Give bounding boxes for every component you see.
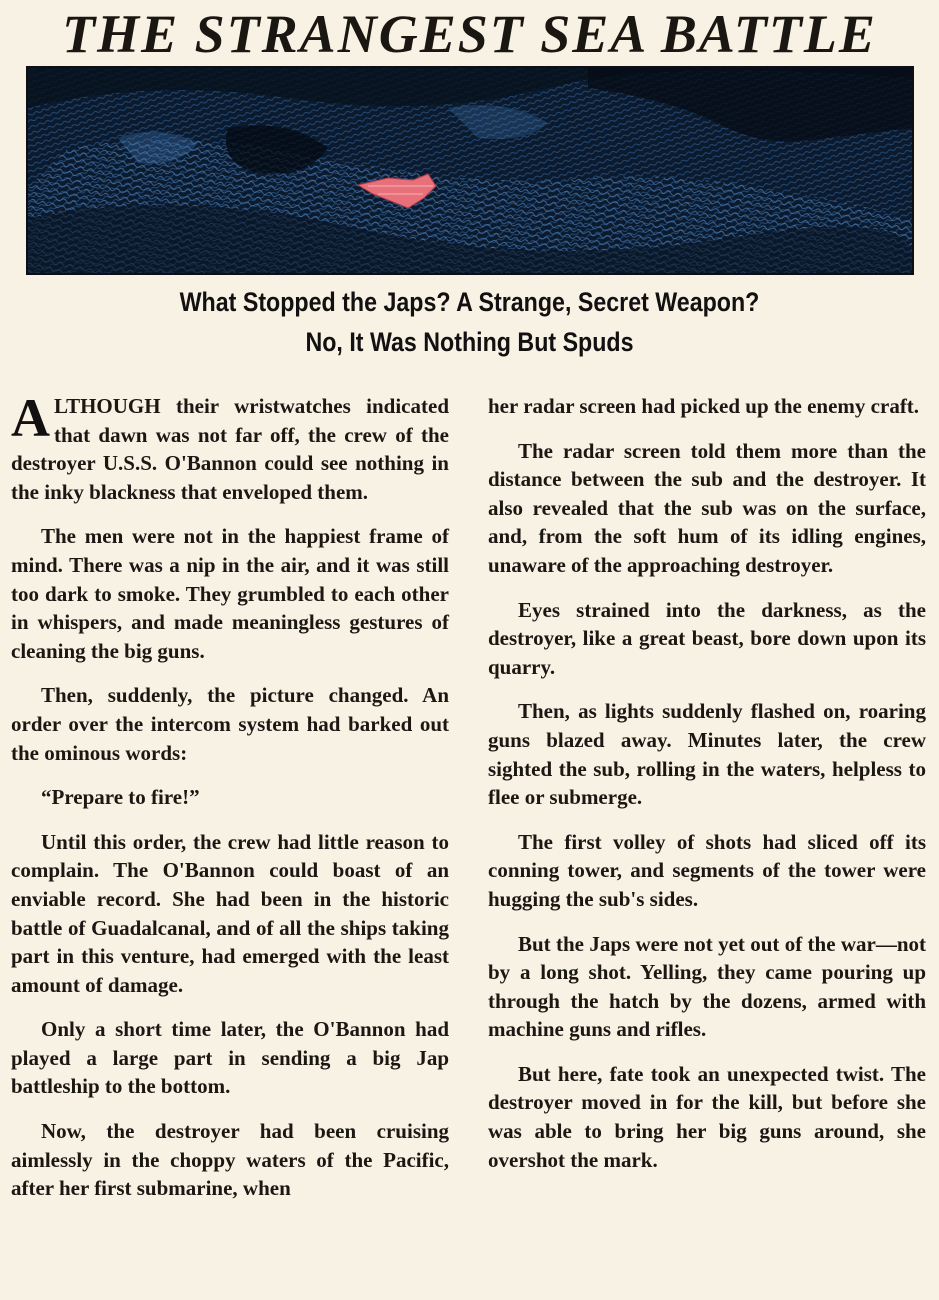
paragraph: Eyes strained into the darkness, as the destroyer, like a great beast, bore down upon its quarry. bbox=[488, 597, 926, 679]
paragraph: Then, as lights suddenly flashed on, roaring guns blazed away. Minutes later, the crew sighted the sub, rolling in the waters, helpless to flee or submerge. bbox=[488, 699, 926, 810]
article-subtitle bbox=[66, 282, 874, 362]
paragraph: Until this order, the crew had little reason to complain. The O'Bannon could boast of an enviable record. She had been in the historic battle of Guadalcanal, and of all the ships taking part in this venture, had emerged with the least amount of damage. bbox=[11, 829, 449, 997]
paragraph: The radar screen told them more than the distance between the sub and the destroyer. It also revealed that the sub was on the surface, and, from the soft hum of its idling engines, unaware of the approaching destroyer. bbox=[488, 438, 926, 577]
drop-cap: A bbox=[11, 388, 50, 448]
night-sea-art bbox=[28, 68, 912, 273]
paragraph: The first volley of shots had sliced off its conning tower, and segments of the tower were hugging the sub's sides. bbox=[488, 829, 926, 911]
article-title: THE STRANGEST SEA BATTLE bbox=[62, 4, 877, 64]
subtitle-line-2: No, It Was Nothing But Spuds bbox=[305, 327, 634, 357]
paragraph: Only a short time later, the O'Bannon had played a large part in sending a big Jap battleship to the bottom. bbox=[11, 1017, 449, 1099]
paragraph: But the Japs were not yet out of the war—not by a long shot. Yelling, they came pouring up through the hatch by the dozens, armed with machine guns and rifles. bbox=[488, 931, 926, 1042]
night-sea-illustration bbox=[26, 66, 914, 275]
paragraph: Now, the destroyer had been cruising aimlessly in the choppy waters of the Pacific, after her first submarine, when bbox=[11, 1119, 449, 1201]
paragraph: Then, suddenly, the picture changed. An order over the intercom system had barked out the ominous words: bbox=[11, 683, 449, 765]
paragraph bbox=[11, 388, 449, 506]
paragraph: But here, fate took an unexpected twist. The destroyer moved in for the kill, but before she was able to bring her big guns around, she overshot the mark. bbox=[488, 1061, 926, 1172]
right-column bbox=[488, 392, 926, 1190]
paragraph: her radar screen had picked up the enemy craft. bbox=[488, 394, 920, 418]
subtitle-line-1: What Stopped the Japs? A Strange, Secret Weapon? bbox=[179, 287, 760, 317]
left-column bbox=[11, 388, 449, 1219]
paragraph-text: LTHOUGH their wristwatches indicated that dawn was not far off, the crew of the destroyer U.S.S. O'Bannon could see nothing in the inky blackness that enveloped them. bbox=[11, 394, 449, 504]
paragraph: “Prepare to fire!” bbox=[41, 785, 200, 810]
paragraph: The men were not in the happiest frame of mind. There was a nip in the air, and it was still too dark to smoke. They grumbled to each other in whispers, and made meaningless gestures of cleaning the big guns. bbox=[11, 524, 449, 663]
